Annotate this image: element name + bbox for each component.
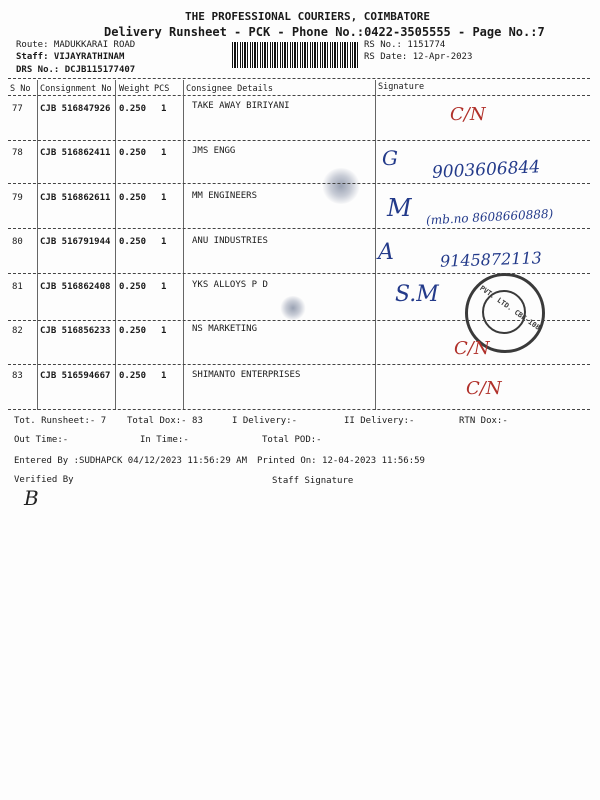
row-pcs: 1 xyxy=(161,148,167,158)
barcode-graphic xyxy=(232,42,359,68)
runsheet-subtitle: Delivery Runsheet - PCK - Phone No.:0422-3505555 - Page No.:7 xyxy=(104,25,545,39)
signature-note: S.M xyxy=(395,282,439,307)
row-sno: 80 xyxy=(12,237,23,247)
i-delivery: I Delivery:- xyxy=(232,416,298,426)
rs-date-label: RS Date: 12-Apr-2023 xyxy=(364,52,473,62)
in-time: In Time:- xyxy=(140,435,189,445)
total-dox: Total Dox:- 83 xyxy=(127,416,203,426)
row-weight: 0.250 xyxy=(119,371,147,381)
row-sno: 83 xyxy=(12,371,23,381)
row-weight: 0.250 xyxy=(119,104,147,114)
row-rule xyxy=(8,183,590,184)
row-consignment: CJB 516862408 xyxy=(40,282,111,292)
row-pcs: 1 xyxy=(161,104,167,114)
col-sno: S No xyxy=(10,84,31,94)
col-signature: Signature xyxy=(378,82,425,92)
row-consignment: CJB 516856233 xyxy=(40,326,111,336)
table-header-rule xyxy=(8,95,590,96)
row-rule xyxy=(8,320,590,321)
row-consignment: CJB 516594667 xyxy=(40,371,111,381)
table-bottom-rule xyxy=(8,409,590,410)
row-pcs: 1 xyxy=(161,237,167,247)
signature-note: C/N xyxy=(466,378,502,399)
row-pcs: 1 xyxy=(161,193,167,203)
row-weight: 0.250 xyxy=(119,237,147,247)
row-sno: 82 xyxy=(12,326,23,336)
row-consignee: ANU INDUSTRIES xyxy=(192,236,268,246)
row-consignee: SHIMANTO ENTERPRISES xyxy=(192,370,301,380)
row-consignee: YKS ALLOYS P D xyxy=(192,280,268,290)
row-sno: 81 xyxy=(12,282,23,292)
handwritten-signature: A xyxy=(378,240,394,265)
row-pcs: 1 xyxy=(161,326,167,336)
col-separator xyxy=(115,80,116,410)
company-title: THE PROFESSIONAL COURIERS, COIMBATORE xyxy=(185,10,431,23)
row-sno: 78 xyxy=(12,148,23,158)
row-consignee: MM ENGINEERS xyxy=(192,191,258,201)
row-consignment: CJB 516847926 xyxy=(40,104,111,114)
staff-signature: Staff Signature xyxy=(272,476,354,486)
row-pcs: 1 xyxy=(161,282,167,292)
row-sno: 77 xyxy=(12,104,23,114)
signature-note: C/N xyxy=(454,338,490,359)
row-consignment: CJB 516862611 xyxy=(40,193,111,203)
col-consignee: Consignee Details xyxy=(186,84,273,94)
ink-smudge xyxy=(322,168,360,204)
printed-on: Printed On: 12-04-2023 11:56:59 xyxy=(257,456,425,466)
col-separator xyxy=(183,80,184,410)
row-rule xyxy=(8,364,590,365)
table-top-rule xyxy=(8,78,590,79)
verifier-signature: B xyxy=(24,486,39,510)
row-weight: 0.250 xyxy=(119,193,147,203)
signature-note: (mb.no 8608660888) xyxy=(425,206,554,228)
route-label: Route: MADUKKARAI ROAD xyxy=(16,40,136,50)
row-consignee: TAKE AWAY BIRIYANI xyxy=(192,101,290,111)
col-weight: Weight xyxy=(119,84,150,94)
signature-note: 9003606844 xyxy=(431,157,541,183)
stamp-text: PVT. LTD. CBE-108 xyxy=(478,284,542,332)
handwritten-signature: M xyxy=(387,194,412,222)
row-weight: 0.250 xyxy=(119,326,147,336)
row-consignment: CJB 516791944 xyxy=(40,237,111,247)
row-sno: 79 xyxy=(12,193,23,203)
signature-note: 9145872113 xyxy=(439,248,543,271)
out-time: Out Time:- xyxy=(14,435,69,445)
row-rule xyxy=(8,228,590,229)
drs-label: DRS No.: DCJB115177407 xyxy=(16,65,136,75)
verified-by: Verified By xyxy=(14,475,74,485)
ink-smudge xyxy=(280,296,306,320)
row-weight: 0.250 xyxy=(119,282,147,292)
row-weight: 0.250 xyxy=(119,148,147,158)
col-consignment: Consignment No xyxy=(40,84,112,94)
col-pcs: PCS xyxy=(154,84,170,94)
total-pod: Total POD:- xyxy=(262,435,322,445)
ii-delivery: II Delivery:- xyxy=(344,416,415,426)
entered-by: Entered By :SUDHAPCK 04/12/2023 11:56:29 AM xyxy=(14,456,247,466)
rs-no-label: RS No.: 1151774 xyxy=(364,40,446,50)
col-separator xyxy=(375,80,376,410)
row-pcs: 1 xyxy=(161,371,167,381)
row-rule xyxy=(8,140,590,141)
handwritten-signature: G xyxy=(382,146,398,170)
row-consignment: CJB 516862411 xyxy=(40,148,111,158)
col-separator xyxy=(37,80,38,410)
rtn-dox: RTN Dox:- xyxy=(459,416,508,426)
signature-note: C/N xyxy=(450,104,486,125)
tot-runsheet: Tot. Runsheet:- 7 xyxy=(14,416,107,426)
row-consignee: JMS ENGG xyxy=(192,146,236,156)
row-consignee: NS MARKETING xyxy=(192,324,258,334)
staff-label: Staff: VIJAYRATHINAM xyxy=(16,52,125,62)
